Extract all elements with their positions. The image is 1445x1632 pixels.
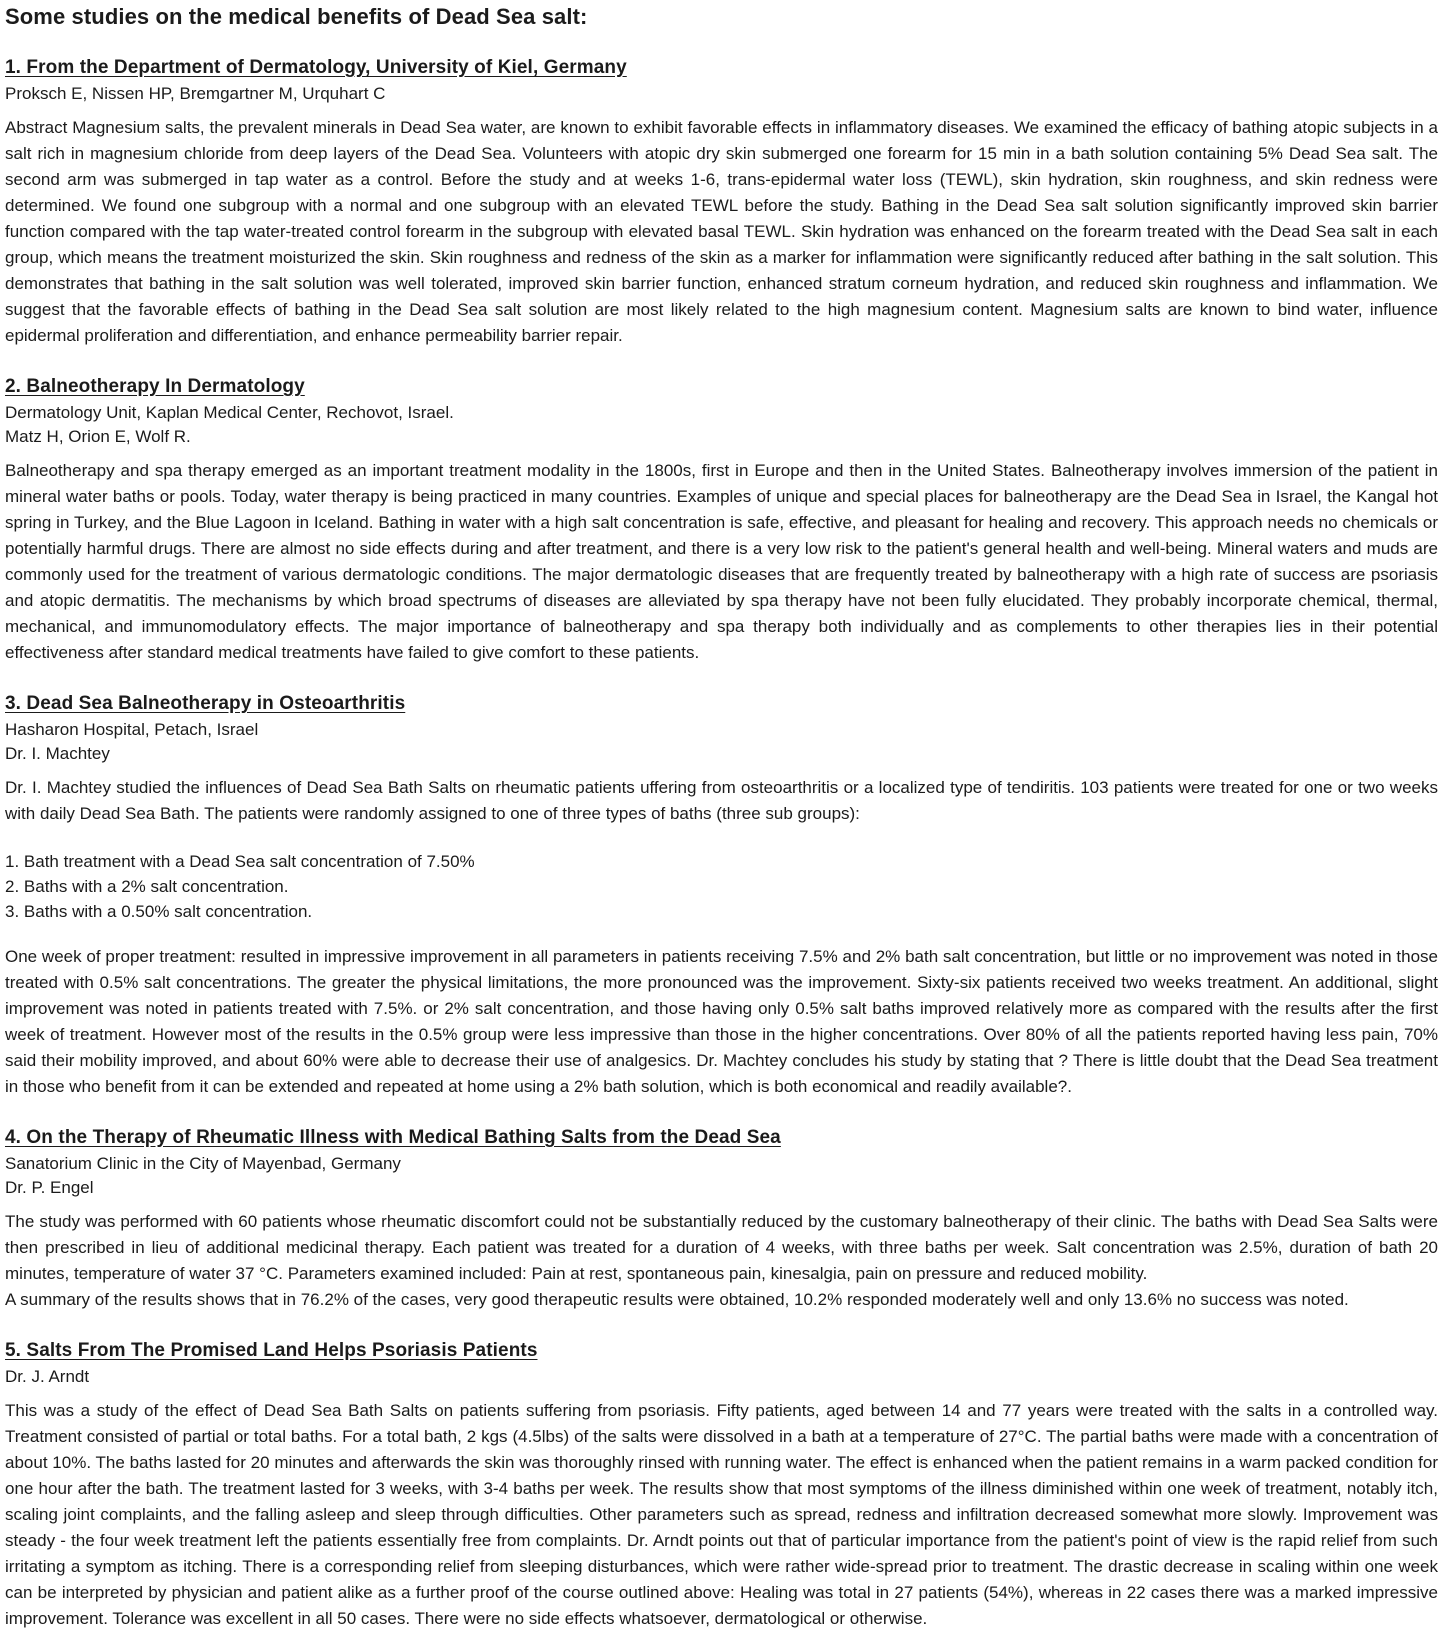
study-3-heading: 3. Dead Sea Balneotherapy in Osteoarthritis: [5, 693, 406, 714]
study-3-intro: Dr. I. Machtey studied the influences of Dead Sea Bath Salts on rheumatic patients uffering from osteoarthritis or a localized type of tendiritis. 103 patients were treated for one or two weeks with daily Dead Sea Bath. The patients were randomly assigned to one of three types of baths (three sub groups):: [5, 778, 1438, 823]
study-4-heading: 4. On the Therapy of Rheumatic Illness with Medical Bathing Salts from the Dead Sea: [5, 1127, 781, 1148]
study-4-author: Dr. P. Engel: [5, 1178, 94, 1197]
bath-group-item-1: 1. Bath treatment with a Dead Sea salt concentration of 7.50%: [5, 852, 475, 871]
study-2-heading: 2. Balneotherapy In Dermatology: [5, 376, 305, 397]
study-2-institution: Dermatology Unit, Kaplan Medical Center, Rechovot, Israel.: [5, 403, 454, 422]
study-3-author: Dr. I. Machtey: [5, 744, 110, 763]
study-4-institution: Sanatorium Clinic in the City of Mayenbad, Germany: [5, 1154, 401, 1173]
study-section-4: [5, 1127, 1438, 1313]
study-5-author: Dr. J. Arndt: [5, 1367, 90, 1386]
study-3-bath-group-list: [5, 849, 1438, 924]
study-2-authors: Matz H, Orion E, Wolf R.: [5, 427, 191, 446]
study-5-heading: 5. Salts From The Promised Land Helps Psoriasis Patients: [5, 1340, 538, 1361]
study-5-description: This was a study of the effect of Dead Sea Bath Salts on patients suffering from psoriasis. Fifty patients, aged between 14 and 77 years were treated with the salts in a controlled way. Treatment consisted of partial or total baths. For a total bath, 2 kgs (4.5lbs) of the salts were dissolved in a bath at a temperature of 27°C. The partial baths were made with a concentration of about 10%. The baths lasted for 20 minutes and afterwards the skin was thoroughly rinsed with running water. The effect is enhanced when the patient remains in a warm packed condition for one hour after the bath. The treatment lasted for 3 weeks, with 3-4 baths per week. The results show that most symptoms of the illness diminished within one week of treatment, notably itch, scaling joint complaints, and the falling asleep and sleep through difficulties. Other parameters such as spread, redness and infiltration decreased somewhat more slowly. Improvement was steady - the four week treatment left the patients essentially free from complaints. Dr. Arndt points out that of particular importance from the patient's point of view is the rapid relief from such irritating a symptom as itching. There is a corresponding relief from sleeping disturbances, which were rather wide-spread prior to treatment. The drastic decrease in scaling within one week can be interpreted by physician and patient alike as a further proof of the course outlined above: Healing was total in 27 patients (54%), whereas in 22 cases there was a marked impressive improvement. Tolerance was excellent in all 50 cases. There were no side effects whatsoever, dermatological or otherwise.: [5, 1401, 1438, 1628]
bath-group-item-3: 3. Baths with a 0.50% salt concentration.: [5, 902, 313, 921]
study-1-authors: Proksch E, Nissen HP, Bremgartner M, Urquhart C: [5, 84, 386, 103]
study-3-results: One week of proper treatment: resulted in impressive improvement in all parameters in patients receiving 7.5% and 2% bath salt concentration, but little or no improvement was noted in those treated with 0.5% salt concentrations. The greater the physical limitations, the more pronounced was the improvement. Sixty-six patients received two weeks treatment. An additional, slight improvement was noted in patients treated with 7.5%. or 2% salt concentration, and those having only 0.5% salt baths improved relatively more as compared with the results after the first week of treatment. However most of the results in the 0.5% group were less impressive than those in the higher concentrations. Over 80% of all the patients reported having less pain, 70% said their mobility improved, and about 60% were able to decrease their use of analgesics. Dr. Machtey concludes his study by stating that ? There is little doubt that the Dead Sea treatment in those who benefit from it can be extended and repeated at home using a 2% bath solution, which is both economical and readily available?.: [5, 947, 1438, 1096]
study-section-1: [5, 57, 1438, 349]
study-4-description: The study was performed with 60 patients whose rheumatic discomfort could not be substantially reduced by the customary balneotherapy of their clinic. The baths with Dead Sea Salts were then prescribed in lieu of additional medicinal therapy. Each patient was treated for a duration of 4 weeks, with three baths per week. Salt concentration was 2.5%, duration of bath 20 minutes, temperature of water 37 °C. Parameters examined included: Pain at rest, spontaneous pain, kinesalgia, pain on pressure and reduced mobility.: [5, 1212, 1438, 1283]
study-section-2: [5, 376, 1438, 666]
study-section-3: [5, 693, 1438, 1100]
study-2-abstract: Balneotherapy and spa therapy emerged as an important treatment modality in the 1800s, first in Europe and then in the United States. Balneotherapy involves immersion of the patient in mineral water baths or pools. Today, water therapy is being practiced in many countries. Examples of unique and special places for balneotherapy are the Dead Sea in Israel, the Kangal hot spring in Turkey, and the Blue Lagoon in Iceland. Bathing in water with a high salt concentration is safe, effective, and pleasant for healing and recovery. This approach needs no chemicals or potentially harmful drugs. There are almost no side effects during and after treatment, and there is a very low risk to the patient's general health and well-being. Mineral waters and muds are commonly used for the treatment of various dermatologic conditions. The major dermatologic diseases that are frequently treated by balneotherapy with a high rate of success are psoriasis and atopic dermatitis. The mechanisms by which broad spectrums of diseases are alleviated by spa therapy have not been fully elucidated. They probably incorporate chemical, thermal, mechanical, and immunomodulatory effects. The major importance of balneotherapy and spa therapy both individually and as complements to other therapies lies in their potential effectiveness after standard medical treatments have failed to give comfort to these patients.: [5, 461, 1438, 662]
study-3-institution: Hasharon Hospital, Petach, Israel: [5, 720, 259, 739]
study-section-5: [5, 1340, 1438, 1632]
study-1-abstract: Abstract Magnesium salts, the prevalent minerals in Dead Sea water, are known to exhibit favorable effects in inflammatory diseases. We examined the efficacy of bathing atopic subjects in a salt rich in magnesium chloride from deep layers of the Dead Sea. Volunteers with atopic dry skin submerged one forearm for 15 min in a bath solution containing 5% Dead Sea salt. The second arm was submerged in tap water as a control. Before the study and at weeks 1-6, trans-epidermal water loss (TEWL), skin hydration, skin roughness, and skin redness were determined. We found one subgroup with a normal and one subgroup with an elevated TEWL before the study. Bathing in the Dead Sea salt solution significantly improved skin barrier function compared with the tap water-treated control forearm in the subgroup with elevated basal TEWL. Skin hydration was enhanced on the forearm treated with the Dead Sea salt in each group, which means the treatment moisturized the skin. Skin roughness and redness of the skin as a marker for inflammation were significantly reduced after bathing in the salt solution. This demonstrates that bathing in the salt solution was well tolerated, improved skin barrier function, enhanced stratum corneum hydration, and reduced skin roughness and inflammation. We suggest that the favorable effects of bathing in the Dead Sea salt solution are most likely related to the high magnesium content. Magnesium salts are known to bind water, influence epidermal proliferation and differentiation, and enhance permeability barrier repair.: [5, 118, 1438, 345]
bath-group-item-2: 2. Baths with a 2% salt concentration.: [5, 877, 289, 896]
study-4-summary: A summary of the results shows that in 76.2% of the cases, very good therapeutic results were obtained, 10.2% responded moderately well and only 13.6% no success was noted.: [5, 1290, 1349, 1309]
study-1-heading: 1. From the Department of Dermatology, University of Kiel, Germany: [5, 57, 627, 78]
page-title: Some studies on the medical benefits of Dead Sea salt:: [5, 4, 588, 29]
